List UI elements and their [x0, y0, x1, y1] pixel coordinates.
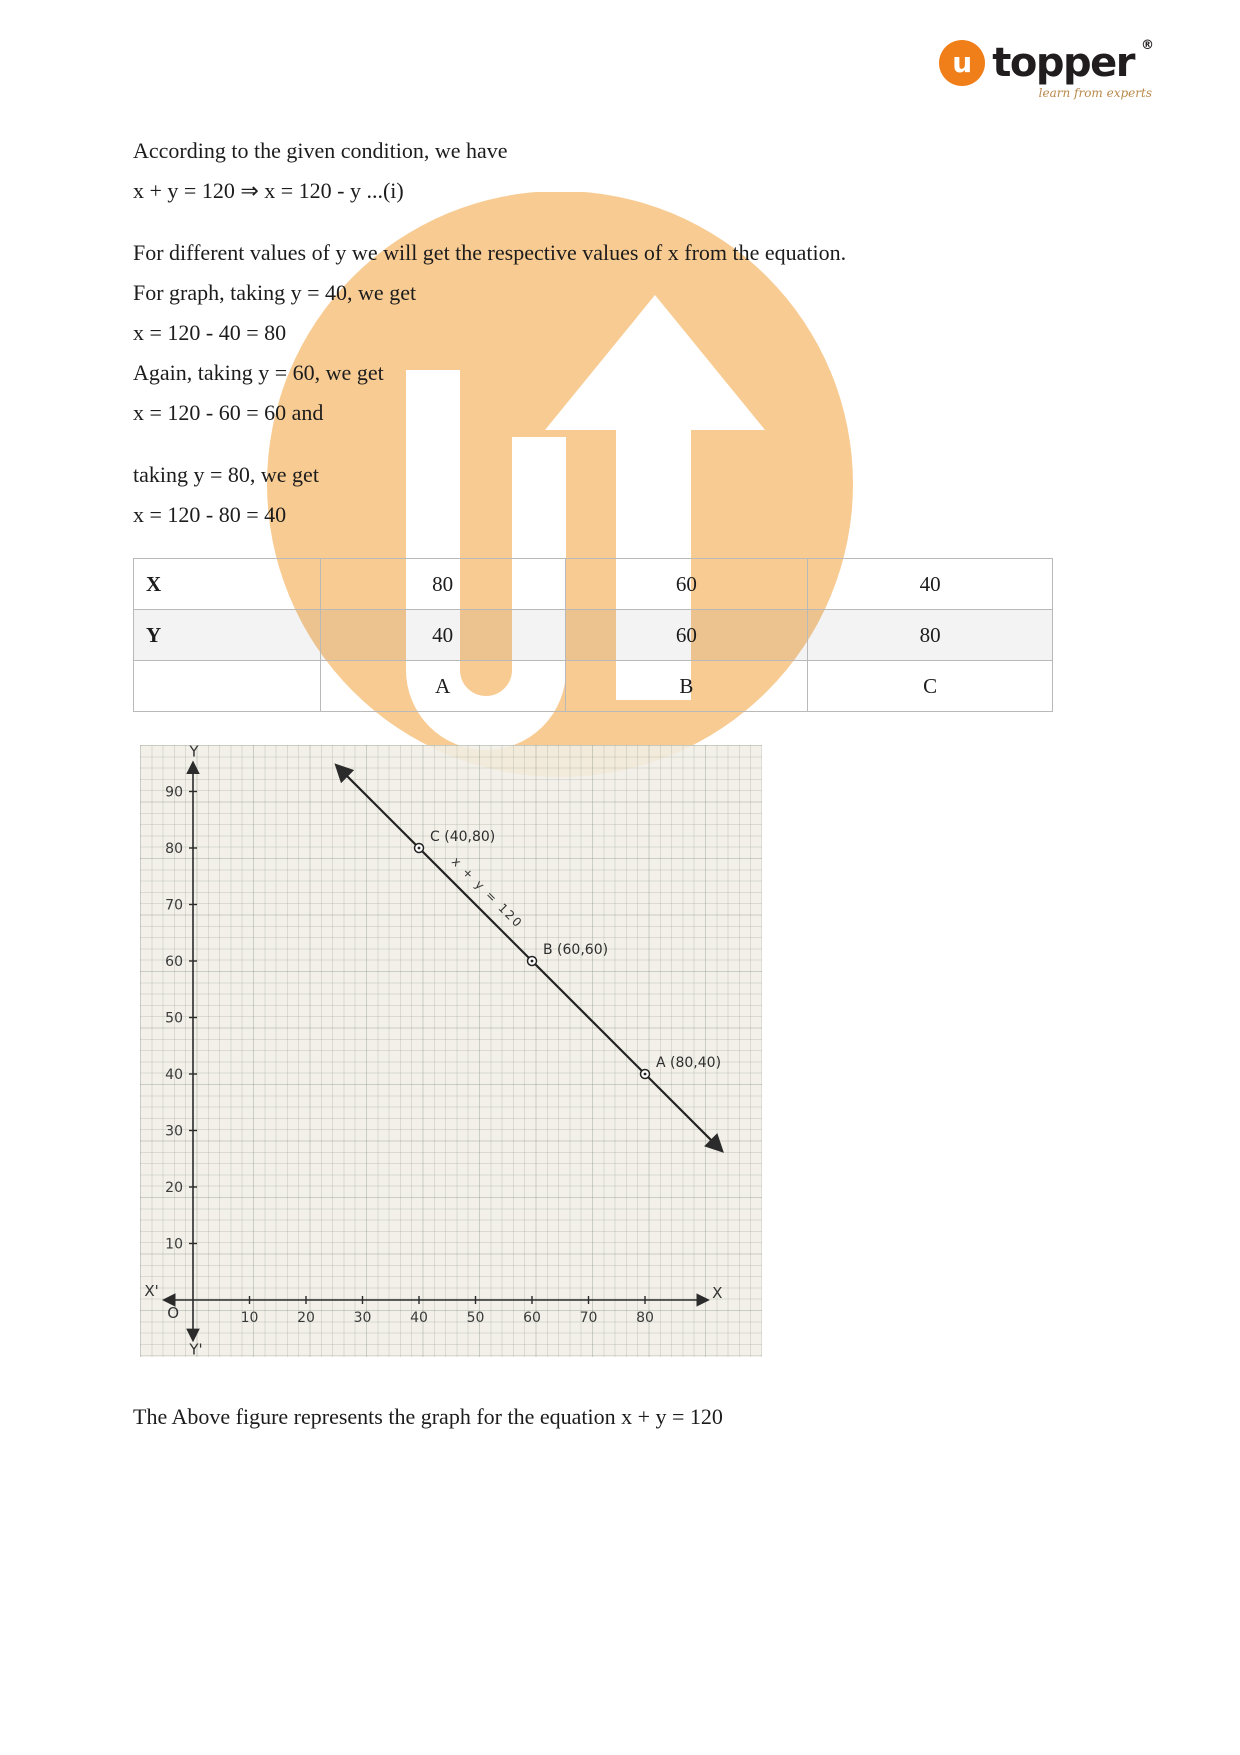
- table-cell: 60: [565, 610, 808, 661]
- coordinate-graph: [140, 745, 762, 1357]
- svg-text:90: 90: [165, 784, 183, 801]
- solution-text-line: Again, taking y = 60, we get: [133, 360, 384, 385]
- table-cell: B: [565, 661, 808, 712]
- figure-caption: The Above figure represents the graph for the equation x + y = 120: [133, 1404, 723, 1429]
- svg-text:20: 20: [165, 1180, 183, 1196]
- svg-text:Y: Y: [189, 745, 199, 761]
- svg-text:70: 70: [165, 897, 183, 914]
- solution-equation-line: x + y = 120 ⇒ x = 120 - y ...(i): [133, 178, 404, 203]
- solution-text-line: For graph, taking y = 40, we get: [133, 280, 417, 305]
- svg-text:C (40,80): C (40,80): [430, 829, 496, 845]
- svg-text:O: O: [167, 1304, 179, 1322]
- values-table: [133, 558, 1053, 712]
- svg-text:80: 80: [636, 1310, 654, 1326]
- svg-text:Y': Y': [189, 1340, 203, 1357]
- solution-equation-line: x = 120 - 40 = 80: [133, 320, 287, 345]
- solution-content: [133, 131, 1053, 1437]
- brand-logo: [939, 40, 1154, 100]
- brand-logo-row: [939, 40, 1154, 86]
- svg-text:70: 70: [579, 1310, 598, 1326]
- brand-name: topper: [992, 40, 1134, 86]
- solution-text-line: According to the given condition, we have: [133, 138, 508, 163]
- svg-text:30: 30: [353, 1310, 372, 1326]
- brand-tagline: learn from experts: [1038, 86, 1152, 100]
- solution-text-line: taking y = 80, we get: [133, 462, 319, 487]
- svg-text:x + y = 120: x + y = 120: [448, 854, 526, 932]
- svg-text:10: 10: [240, 1310, 259, 1326]
- brand-u-icon: [939, 40, 985, 86]
- row-header-y: Y: [134, 610, 321, 661]
- svg-text:50: 50: [466, 1310, 485, 1326]
- svg-text:40: 40: [410, 1310, 428, 1326]
- row-header-x: X: [134, 559, 321, 610]
- brand-icon-letter: u: [952, 46, 973, 79]
- svg-text:60: 60: [523, 1310, 541, 1326]
- row-header-empty: [134, 661, 321, 712]
- svg-text:30: 30: [165, 1123, 183, 1140]
- table-cell: 40: [320, 610, 565, 661]
- registered-trademark: ®: [1141, 38, 1154, 53]
- solution-equation-line: x = 120 - 80 = 40: [133, 502, 287, 527]
- table-cell: 60: [565, 559, 808, 610]
- table-row-points: [134, 661, 1053, 712]
- svg-text:A (80,40): A (80,40): [656, 1055, 722, 1071]
- svg-text:40: 40: [165, 1067, 183, 1083]
- graph-figure: [140, 745, 762, 1357]
- svg-text:50: 50: [165, 1010, 183, 1027]
- svg-text:X': X': [144, 1282, 159, 1300]
- svg-text:B (60,60): B (60,60): [543, 942, 609, 958]
- svg-text:10: 10: [165, 1236, 183, 1253]
- table-cell: 80: [808, 610, 1053, 661]
- solution-text-line: For different values of y we will get the respective values of x from the equation.: [133, 240, 847, 265]
- solution-equation-line: x = 120 - 60 = 60 and: [133, 400, 324, 425]
- table-cell: 80: [320, 559, 565, 610]
- svg-text:60: 60: [165, 954, 183, 970]
- table-cell: C: [808, 661, 1053, 712]
- svg-text:80: 80: [165, 841, 183, 857]
- table-cell: A: [320, 661, 565, 712]
- svg-text:X: X: [712, 1284, 723, 1302]
- table-row-y: [134, 610, 1053, 661]
- table-cell: 40: [808, 559, 1053, 610]
- svg-text:20: 20: [297, 1310, 315, 1326]
- table-row-x: [134, 559, 1053, 610]
